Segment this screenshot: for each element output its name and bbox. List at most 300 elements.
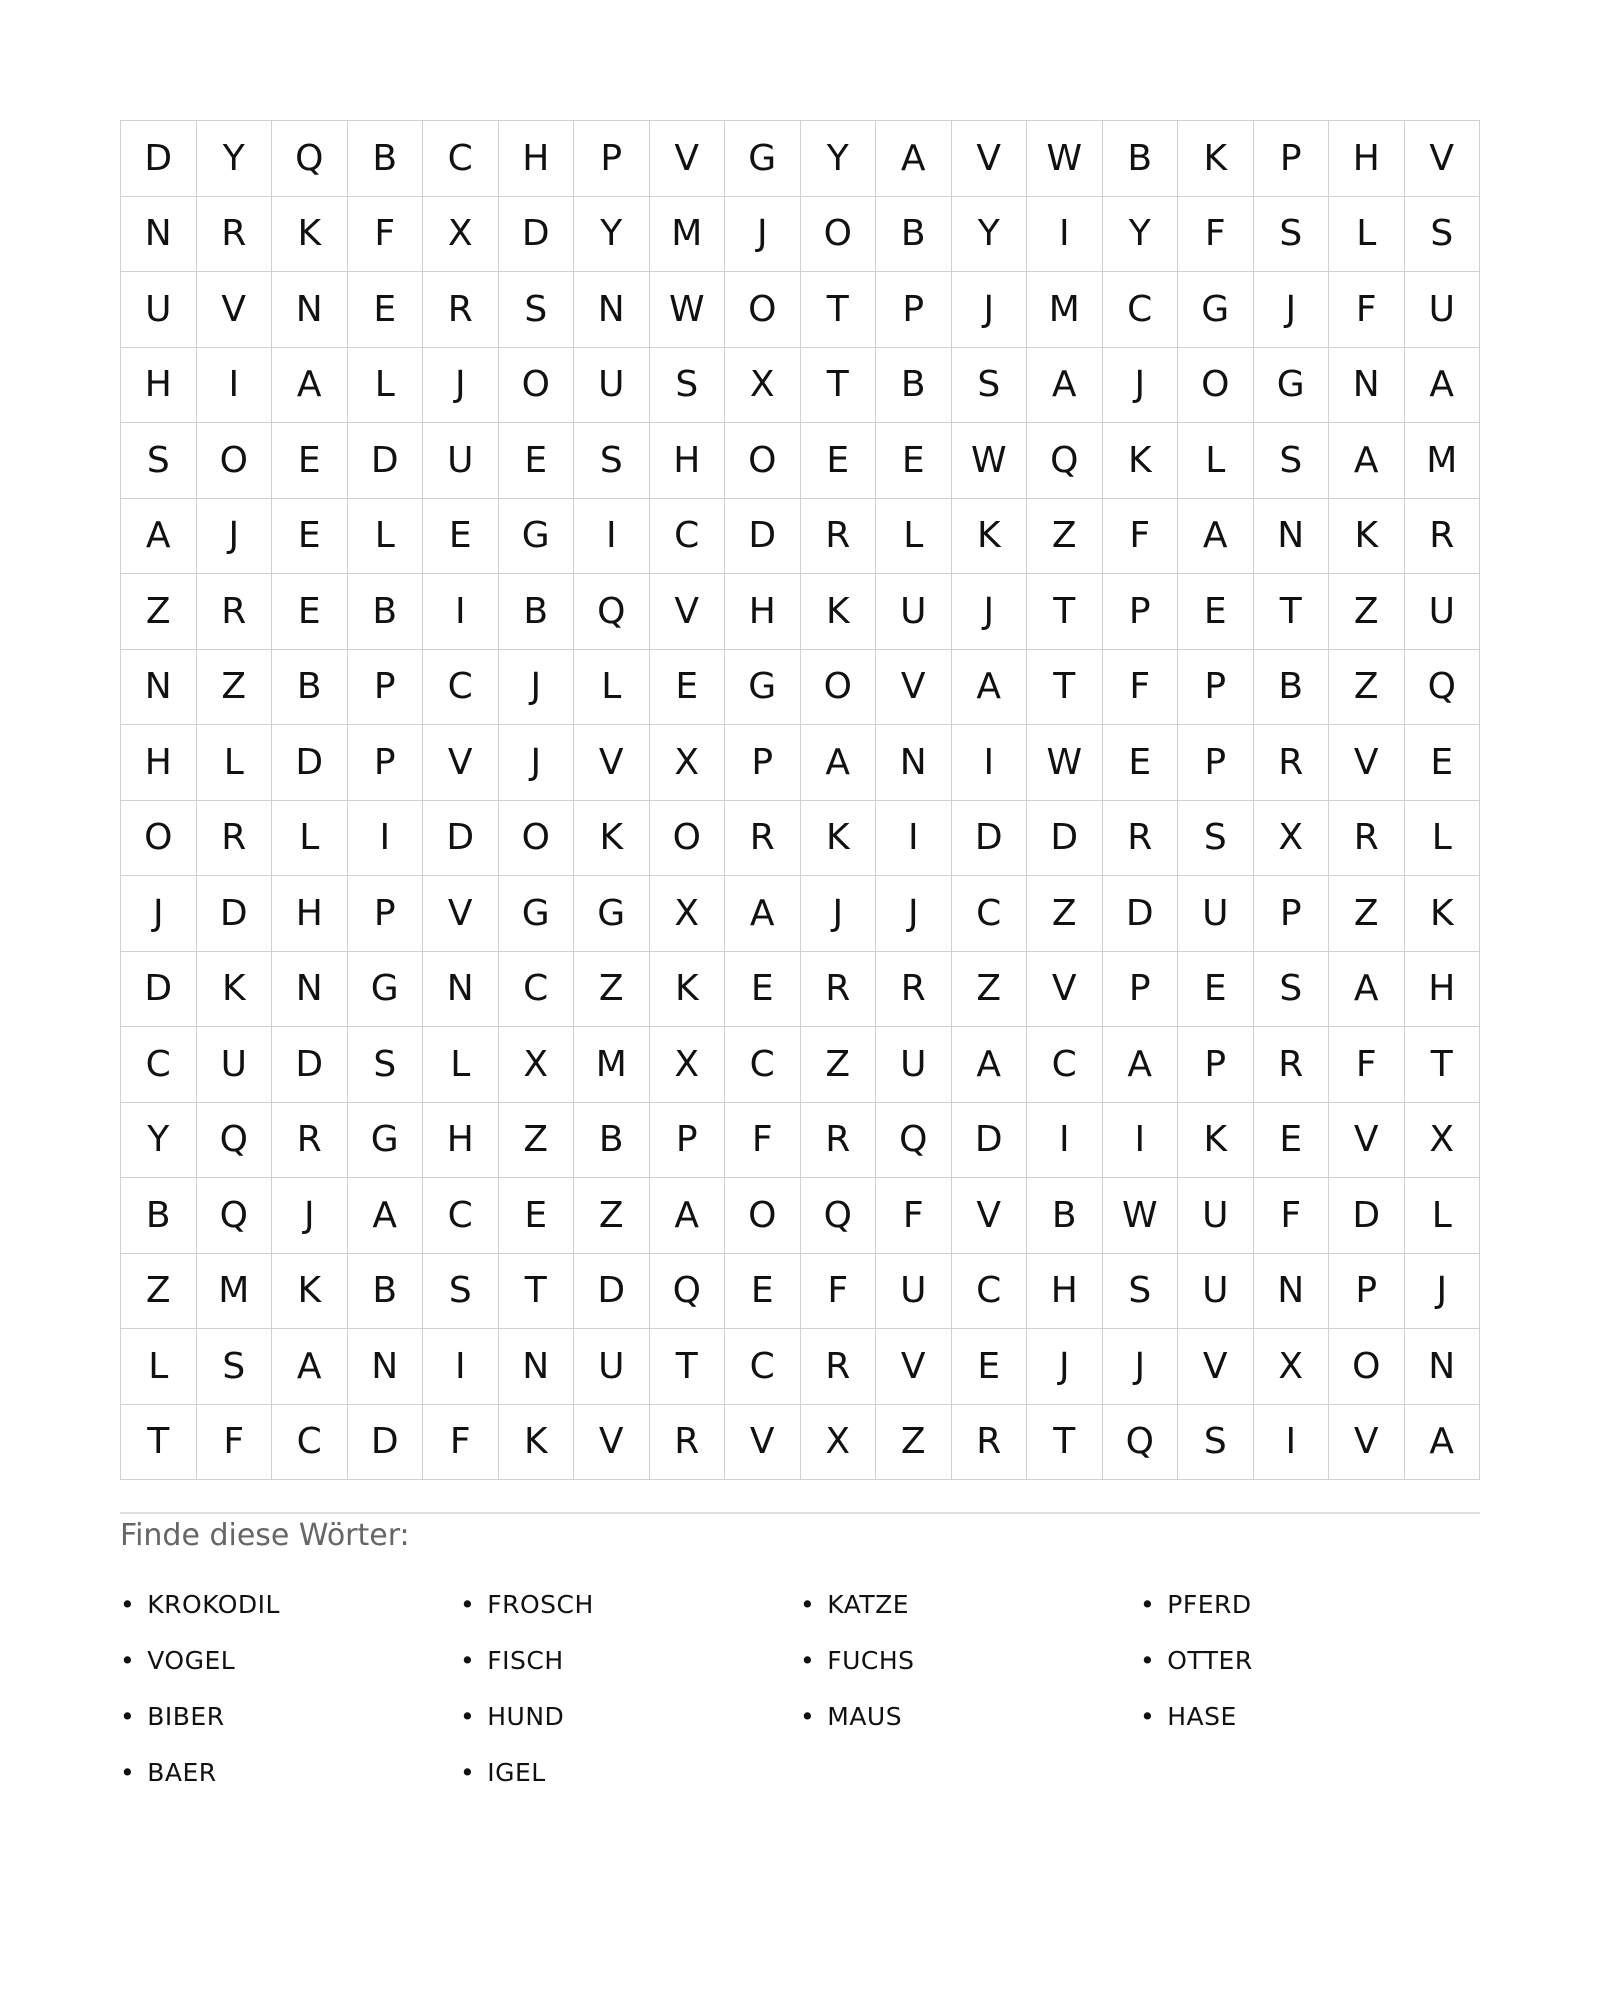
grid-cell[interactable]: K [272, 197, 348, 273]
grid-cell[interactable]: T [650, 1329, 726, 1405]
grid-cell[interactable]: Q [1103, 1405, 1179, 1481]
grid-cell[interactable]: R [801, 952, 877, 1028]
grid-cell[interactable]: O [801, 650, 877, 726]
grid-cell[interactable]: J [272, 1178, 348, 1254]
grid-cell[interactable]: Z [876, 1405, 952, 1481]
grid-cell[interactable]: R [1405, 499, 1481, 575]
grid-cell[interactable]: G [348, 952, 424, 1028]
grid-cell[interactable]: U [1405, 272, 1481, 348]
grid-cell[interactable]: F [1254, 1178, 1330, 1254]
grid-cell[interactable]: E [1178, 574, 1254, 650]
grid-cell[interactable]: S [1178, 801, 1254, 877]
grid-cell[interactable]: B [876, 348, 952, 424]
grid-cell[interactable]: E [348, 272, 424, 348]
grid-cell[interactable]: X [1254, 1329, 1330, 1405]
grid-cell[interactable]: D [952, 1103, 1028, 1179]
grid-cell[interactable]: V [952, 1178, 1028, 1254]
grid-cell[interactable]: F [348, 197, 424, 273]
grid-cell[interactable]: V [725, 1405, 801, 1481]
grid-cell[interactable]: M [650, 197, 726, 273]
grid-cell[interactable]: E [650, 650, 726, 726]
grid-cell[interactable]: J [197, 499, 273, 575]
grid-cell[interactable]: D [348, 423, 424, 499]
grid-cell[interactable]: U [121, 272, 197, 348]
grid-cell[interactable]: N [121, 197, 197, 273]
grid-cell[interactable]: X [1254, 801, 1330, 877]
grid-cell[interactable]: R [423, 272, 499, 348]
grid-cell[interactable]: E [272, 423, 348, 499]
grid-cell[interactable]: Z [121, 1254, 197, 1330]
grid-cell[interactable]: W [1027, 121, 1103, 197]
grid-cell[interactable]: X [650, 876, 726, 952]
grid-cell[interactable]: N [1254, 499, 1330, 575]
grid-cell[interactable]: D [1103, 876, 1179, 952]
grid-cell[interactable]: Z [574, 1178, 650, 1254]
grid-cell[interactable]: U [574, 1329, 650, 1405]
grid-cell[interactable]: S [574, 423, 650, 499]
grid-cell[interactable]: F [801, 1254, 877, 1330]
grid-cell[interactable]: D [272, 725, 348, 801]
grid-cell[interactable]: X [650, 1027, 726, 1103]
grid-cell[interactable]: H [1329, 121, 1405, 197]
grid-cell[interactable]: Z [1329, 574, 1405, 650]
grid-cell[interactable]: Q [272, 121, 348, 197]
grid-cell[interactable]: G [725, 650, 801, 726]
grid-cell[interactable]: B [121, 1178, 197, 1254]
grid-cell[interactable]: A [272, 348, 348, 424]
grid-cell[interactable]: J [499, 650, 575, 726]
grid-cell[interactable]: R [1254, 1027, 1330, 1103]
grid-cell[interactable]: G [499, 499, 575, 575]
grid-cell[interactable]: K [1103, 423, 1179, 499]
grid-cell[interactable]: I [1254, 1405, 1330, 1481]
grid-cell[interactable]: X [801, 1405, 877, 1481]
grid-cell[interactable]: V [197, 272, 273, 348]
grid-cell[interactable]: G [725, 121, 801, 197]
grid-cell[interactable]: D [348, 1405, 424, 1481]
grid-cell[interactable]: D [121, 952, 197, 1028]
grid-cell[interactable]: N [272, 272, 348, 348]
grid-cell[interactable]: P [1103, 574, 1179, 650]
grid-cell[interactable]: S [1254, 952, 1330, 1028]
grid-cell[interactable]: B [876, 197, 952, 273]
grid-cell[interactable]: O [1329, 1329, 1405, 1405]
grid-cell[interactable]: A [876, 121, 952, 197]
grid-cell[interactable]: S [499, 272, 575, 348]
grid-cell[interactable]: C [423, 650, 499, 726]
grid-cell[interactable]: L [1329, 197, 1405, 273]
grid-cell[interactable]: F [1103, 499, 1179, 575]
grid-cell[interactable]: B [348, 1254, 424, 1330]
grid-cell[interactable]: F [1329, 272, 1405, 348]
grid-cell[interactable]: V [1329, 725, 1405, 801]
grid-cell[interactable]: C [499, 952, 575, 1028]
grid-cell[interactable]: D [499, 197, 575, 273]
grid-cell[interactable]: T [499, 1254, 575, 1330]
grid-cell[interactable]: F [1178, 197, 1254, 273]
grid-cell[interactable]: R [197, 801, 273, 877]
grid-cell[interactable]: I [348, 801, 424, 877]
grid-cell[interactable]: J [1027, 1329, 1103, 1405]
grid-cell[interactable]: A [650, 1178, 726, 1254]
grid-cell[interactable]: F [1103, 650, 1179, 726]
grid-cell[interactable]: G [499, 876, 575, 952]
grid-cell[interactable]: A [1329, 952, 1405, 1028]
grid-cell[interactable]: U [574, 348, 650, 424]
grid-cell[interactable]: Y [121, 1103, 197, 1179]
grid-cell[interactable]: L [1178, 423, 1254, 499]
grid-cell[interactable]: T [1027, 1405, 1103, 1481]
grid-cell[interactable]: I [197, 348, 273, 424]
grid-cell[interactable]: Y [952, 197, 1028, 273]
grid-cell[interactable]: J [121, 876, 197, 952]
grid-cell[interactable]: B [348, 574, 424, 650]
grid-cell[interactable]: S [1405, 197, 1481, 273]
grid-cell[interactable]: Z [1329, 650, 1405, 726]
grid-cell[interactable]: C [725, 1027, 801, 1103]
grid-cell[interactable]: A [952, 650, 1028, 726]
grid-cell[interactable]: H [650, 423, 726, 499]
grid-cell[interactable]: O [801, 197, 877, 273]
grid-cell[interactable]: S [650, 348, 726, 424]
grid-cell[interactable]: U [876, 574, 952, 650]
grid-cell[interactable]: N [121, 650, 197, 726]
grid-cell[interactable]: P [348, 725, 424, 801]
grid-cell[interactable]: P [574, 121, 650, 197]
grid-cell[interactable]: Q [1405, 650, 1481, 726]
grid-cell[interactable]: S [1254, 197, 1330, 273]
grid-cell[interactable]: A [801, 725, 877, 801]
grid-cell[interactable]: P [348, 650, 424, 726]
grid-cell[interactable]: K [952, 499, 1028, 575]
grid-cell[interactable]: F [423, 1405, 499, 1481]
grid-cell[interactable]: P [1178, 1027, 1254, 1103]
grid-cell[interactable]: A [952, 1027, 1028, 1103]
grid-cell[interactable]: Q [1027, 423, 1103, 499]
grid-cell[interactable]: Q [197, 1178, 273, 1254]
grid-cell[interactable]: W [650, 272, 726, 348]
grid-cell[interactable]: G [348, 1103, 424, 1179]
grid-cell[interactable]: L [876, 499, 952, 575]
grid-cell[interactable]: N [423, 952, 499, 1028]
grid-cell[interactable]: V [423, 725, 499, 801]
grid-cell[interactable]: L [423, 1027, 499, 1103]
grid-cell[interactable]: Z [801, 1027, 877, 1103]
grid-cell[interactable]: R [1329, 801, 1405, 877]
grid-cell[interactable]: P [348, 876, 424, 952]
grid-cell[interactable]: I [1103, 1103, 1179, 1179]
grid-cell[interactable]: M [1405, 423, 1481, 499]
grid-cell[interactable]: C [1103, 272, 1179, 348]
grid-cell[interactable]: E [1103, 725, 1179, 801]
grid-cell[interactable]: V [952, 121, 1028, 197]
grid-cell[interactable]: E [1178, 952, 1254, 1028]
grid-cell[interactable]: J [1405, 1254, 1481, 1330]
grid-cell[interactable]: K [801, 574, 877, 650]
grid-cell[interactable]: O [121, 801, 197, 877]
grid-cell[interactable]: N [574, 272, 650, 348]
grid-cell[interactable]: O [499, 801, 575, 877]
grid-cell[interactable]: I [952, 725, 1028, 801]
grid-cell[interactable]: V [650, 574, 726, 650]
grid-cell[interactable]: J [725, 197, 801, 273]
grid-cell[interactable]: N [1254, 1254, 1330, 1330]
grid-cell[interactable]: I [423, 574, 499, 650]
grid-cell[interactable]: F [725, 1103, 801, 1179]
grid-cell[interactable]: Z [574, 952, 650, 1028]
grid-cell[interactable]: A [1329, 423, 1405, 499]
grid-cell[interactable]: H [725, 574, 801, 650]
grid-cell[interactable]: I [876, 801, 952, 877]
grid-cell[interactable]: W [1027, 725, 1103, 801]
grid-cell[interactable]: R [952, 1405, 1028, 1481]
grid-cell[interactable]: K [1405, 876, 1481, 952]
grid-cell[interactable]: J [499, 725, 575, 801]
grid-cell[interactable]: E [272, 499, 348, 575]
grid-cell[interactable]: I [423, 1329, 499, 1405]
grid-cell[interactable]: U [876, 1027, 952, 1103]
grid-cell[interactable]: R [801, 499, 877, 575]
grid-cell[interactable]: T [1027, 574, 1103, 650]
grid-cell[interactable]: J [952, 272, 1028, 348]
grid-cell[interactable]: T [1405, 1027, 1481, 1103]
grid-cell[interactable]: Y [574, 197, 650, 273]
grid-cell[interactable]: D [1027, 801, 1103, 877]
grid-cell[interactable]: L [272, 801, 348, 877]
grid-cell[interactable]: M [574, 1027, 650, 1103]
grid-cell[interactable]: C [423, 121, 499, 197]
grid-cell[interactable]: P [1178, 650, 1254, 726]
grid-cell[interactable]: Y [1103, 197, 1179, 273]
grid-cell[interactable]: X [650, 725, 726, 801]
grid-cell[interactable]: D [952, 801, 1028, 877]
grid-cell[interactable]: E [1254, 1103, 1330, 1179]
grid-cell[interactable]: P [1103, 952, 1179, 1028]
grid-cell[interactable]: R [197, 574, 273, 650]
grid-cell[interactable]: N [1329, 348, 1405, 424]
grid-cell[interactable]: D [121, 121, 197, 197]
grid-cell[interactable]: C [725, 1329, 801, 1405]
grid-cell[interactable]: J [952, 574, 1028, 650]
grid-cell[interactable]: H [121, 725, 197, 801]
grid-cell[interactable]: B [348, 121, 424, 197]
grid-cell[interactable]: L [348, 499, 424, 575]
grid-cell[interactable]: S [348, 1027, 424, 1103]
grid-cell[interactable]: S [1103, 1254, 1179, 1330]
grid-cell[interactable]: I [1027, 197, 1103, 273]
grid-cell[interactable]: Q [801, 1178, 877, 1254]
grid-cell[interactable]: H [423, 1103, 499, 1179]
grid-cell[interactable]: R [650, 1405, 726, 1481]
grid-cell[interactable]: P [1178, 725, 1254, 801]
grid-cell[interactable]: O [499, 348, 575, 424]
grid-cell[interactable]: N [1405, 1329, 1481, 1405]
grid-cell[interactable]: E [801, 423, 877, 499]
grid-cell[interactable]: E [499, 423, 575, 499]
grid-cell[interactable]: Z [1027, 876, 1103, 952]
grid-cell[interactable]: I [1027, 1103, 1103, 1179]
grid-cell[interactable]: C [423, 1178, 499, 1254]
grid-cell[interactable]: N [499, 1329, 575, 1405]
grid-cell[interactable]: C [1027, 1027, 1103, 1103]
grid-cell[interactable]: C [272, 1405, 348, 1481]
grid-cell[interactable]: R [801, 1329, 877, 1405]
grid-cell[interactable]: V [574, 1405, 650, 1481]
grid-cell[interactable]: H [121, 348, 197, 424]
grid-cell[interactable]: D [197, 876, 273, 952]
grid-cell[interactable]: A [1178, 499, 1254, 575]
grid-cell[interactable]: K [272, 1254, 348, 1330]
grid-cell[interactable]: R [197, 197, 273, 273]
grid-cell[interactable]: A [1405, 348, 1481, 424]
grid-cell[interactable]: L [1405, 801, 1481, 877]
grid-cell[interactable]: Z [121, 574, 197, 650]
grid-cell[interactable]: D [574, 1254, 650, 1330]
grid-cell[interactable]: A [1405, 1405, 1481, 1481]
grid-cell[interactable]: P [650, 1103, 726, 1179]
grid-cell[interactable]: V [876, 1329, 952, 1405]
grid-cell[interactable]: U [1178, 1254, 1254, 1330]
grid-cell[interactable]: K [650, 952, 726, 1028]
grid-cell[interactable]: W [952, 423, 1028, 499]
grid-cell[interactable]: Z [952, 952, 1028, 1028]
grid-cell[interactable]: F [876, 1178, 952, 1254]
grid-cell[interactable]: D [423, 801, 499, 877]
grid-cell[interactable]: H [1405, 952, 1481, 1028]
grid-cell[interactable]: V [1178, 1329, 1254, 1405]
grid-cell[interactable]: L [574, 650, 650, 726]
grid-cell[interactable]: W [1103, 1178, 1179, 1254]
grid-cell[interactable]: R [272, 1103, 348, 1179]
grid-cell[interactable]: K [197, 952, 273, 1028]
grid-cell[interactable]: L [197, 725, 273, 801]
grid-cell[interactable]: C [650, 499, 726, 575]
grid-cell[interactable]: U [423, 423, 499, 499]
grid-cell[interactable]: D [725, 499, 801, 575]
grid-cell[interactable]: U [1405, 574, 1481, 650]
grid-cell[interactable]: H [272, 876, 348, 952]
grid-cell[interactable]: U [1178, 1178, 1254, 1254]
grid-cell[interactable]: E [876, 423, 952, 499]
grid-cell[interactable]: N [876, 725, 952, 801]
grid-cell[interactable]: K [1178, 121, 1254, 197]
grid-cell[interactable]: X [1405, 1103, 1481, 1179]
grid-cell[interactable]: P [725, 725, 801, 801]
grid-cell[interactable]: X [499, 1027, 575, 1103]
grid-cell[interactable]: V [1329, 1405, 1405, 1481]
grid-cell[interactable]: D [1329, 1178, 1405, 1254]
grid-cell[interactable]: U [197, 1027, 273, 1103]
grid-cell[interactable]: G [1254, 348, 1330, 424]
grid-cell[interactable]: J [423, 348, 499, 424]
grid-cell[interactable]: B [1254, 650, 1330, 726]
grid-cell[interactable]: O [1178, 348, 1254, 424]
grid-cell[interactable]: H [499, 121, 575, 197]
grid-cell[interactable]: O [725, 272, 801, 348]
grid-cell[interactable]: T [801, 348, 877, 424]
grid-cell[interactable]: V [876, 650, 952, 726]
grid-cell[interactable]: P [1329, 1254, 1405, 1330]
grid-cell[interactable]: X [423, 197, 499, 273]
grid-cell[interactable]: K [574, 801, 650, 877]
grid-cell[interactable]: A [272, 1329, 348, 1405]
grid-cell[interactable]: V [574, 725, 650, 801]
grid-cell[interactable]: Q [876, 1103, 952, 1179]
grid-cell[interactable]: E [952, 1329, 1028, 1405]
grid-cell[interactable]: R [876, 952, 952, 1028]
grid-cell[interactable]: S [1254, 423, 1330, 499]
grid-cell[interactable]: E [725, 1254, 801, 1330]
grid-cell[interactable]: B [574, 1103, 650, 1179]
grid-cell[interactable]: Q [650, 1254, 726, 1330]
grid-cell[interactable]: L [1405, 1178, 1481, 1254]
grid-cell[interactable]: E [423, 499, 499, 575]
grid-cell[interactable]: C [121, 1027, 197, 1103]
grid-cell[interactable]: X [725, 348, 801, 424]
grid-cell[interactable]: I [574, 499, 650, 575]
grid-cell[interactable]: B [272, 650, 348, 726]
grid-cell[interactable]: R [1254, 725, 1330, 801]
grid-cell[interactable]: K [499, 1405, 575, 1481]
grid-cell[interactable]: P [1254, 876, 1330, 952]
grid-cell[interactable]: B [1027, 1178, 1103, 1254]
grid-cell[interactable]: A [1103, 1027, 1179, 1103]
grid-cell[interactable]: K [1329, 499, 1405, 575]
grid-cell[interactable]: V [650, 121, 726, 197]
grid-cell[interactable]: K [1178, 1103, 1254, 1179]
grid-cell[interactable]: P [1254, 121, 1330, 197]
grid-cell[interactable]: Z [1027, 499, 1103, 575]
grid-cell[interactable]: Z [499, 1103, 575, 1179]
grid-cell[interactable]: J [1103, 348, 1179, 424]
grid-cell[interactable]: P [876, 272, 952, 348]
grid-cell[interactable]: C [952, 876, 1028, 952]
grid-cell[interactable]: E [725, 952, 801, 1028]
grid-cell[interactable]: Z [197, 650, 273, 726]
grid-cell[interactable]: S [121, 423, 197, 499]
grid-cell[interactable]: C [952, 1254, 1028, 1330]
grid-cell[interactable]: E [1405, 725, 1481, 801]
grid-cell[interactable]: V [1329, 1103, 1405, 1179]
grid-cell[interactable]: O [725, 1178, 801, 1254]
grid-cell[interactable]: H [1027, 1254, 1103, 1330]
grid-cell[interactable]: A [1027, 348, 1103, 424]
grid-cell[interactable]: L [348, 348, 424, 424]
grid-cell[interactable]: B [499, 574, 575, 650]
grid-cell[interactable]: A [121, 499, 197, 575]
grid-cell[interactable]: J [801, 876, 877, 952]
grid-cell[interactable]: F [1329, 1027, 1405, 1103]
grid-cell[interactable]: A [725, 876, 801, 952]
grid-cell[interactable]: M [197, 1254, 273, 1330]
grid-cell[interactable]: F [197, 1405, 273, 1481]
grid-cell[interactable]: E [272, 574, 348, 650]
grid-cell[interactable]: L [121, 1329, 197, 1405]
grid-cell[interactable]: T [801, 272, 877, 348]
grid-cell[interactable]: U [876, 1254, 952, 1330]
grid-cell[interactable]: U [1178, 876, 1254, 952]
grid-cell[interactable]: D [272, 1027, 348, 1103]
grid-cell[interactable]: R [801, 1103, 877, 1179]
grid-cell[interactable]: Q [574, 574, 650, 650]
grid-cell[interactable]: T [1027, 650, 1103, 726]
grid-cell[interactable]: N [348, 1329, 424, 1405]
grid-cell[interactable]: Y [197, 121, 273, 197]
grid-cell[interactable]: M [1027, 272, 1103, 348]
grid-cell[interactable]: S [197, 1329, 273, 1405]
grid-cell[interactable]: S [423, 1254, 499, 1330]
grid-cell[interactable]: G [574, 876, 650, 952]
